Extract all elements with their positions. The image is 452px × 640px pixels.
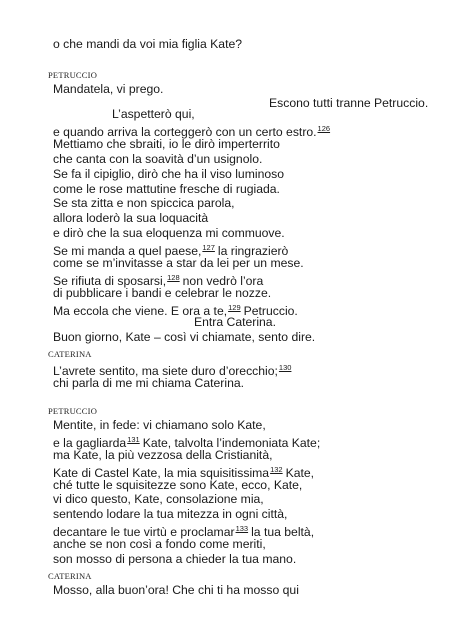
speaker-label: CATERINA xyxy=(48,571,92,581)
verse-line: e la gagliarda$^{131}$ Kate, talvolta l’indemoniata Kate; xyxy=(53,435,321,450)
verse-line: son mosso di persona a chieder la tua mano. xyxy=(53,552,297,566)
verse-line: anche se non così a fondo come meriti, xyxy=(53,537,266,551)
verse-line: L’avrete sentito, ma siete duro d’orecchio;$^{130}$ xyxy=(53,363,292,378)
verse-line: che canta con la soavità d’un usignolo. xyxy=(53,152,263,166)
footnote-ref[interactable]: 132 xyxy=(270,465,283,474)
verse-line: chi parla di me mi chiama Caterina. xyxy=(53,376,245,390)
verse-line: Se rifiuta di sposarsi,$^{128}$ non vedrò l’ora xyxy=(53,273,264,288)
verse-line: decantare le tue virtù e proclamar$^{133}$ la tua beltà, xyxy=(53,524,315,539)
verse-line: Se fa il cipiglio, dirò che ha il viso luminoso xyxy=(53,167,284,181)
footnote-ref[interactable]: 126 xyxy=(317,124,331,133)
verse-line: di pubblicare i bandi e celebrar le nozze. xyxy=(53,286,272,300)
speaker-label: PETRUCCIO xyxy=(48,70,98,80)
verse-line: ma Kate, la più vezzosa della Cristianità, xyxy=(53,448,273,462)
footnote-ref[interactable]: 127 xyxy=(202,243,215,252)
footnote-ref[interactable]: 133 xyxy=(235,524,249,533)
verse-line: come le rose mattutine fresche di rugiada. xyxy=(53,182,280,196)
speaker-label: PETRUCCIO xyxy=(48,406,98,416)
verse-line: o che mandi da voi mia figlia Kate? xyxy=(53,37,243,51)
stage-direction: Escono tutti tranne Petruccio. xyxy=(269,96,429,110)
verse-line: vi dico questo, Kate, consolazione mia, xyxy=(53,492,264,506)
verse-line: L’aspetterò qui, xyxy=(112,107,195,121)
verse-line: Mandatela, vi prego. xyxy=(53,82,164,96)
verse-line: come se m’invitasse a star da lei per un mese. xyxy=(53,256,304,270)
verse-line: allora loderò la sua loquacità xyxy=(53,211,209,225)
verse-line: Mentite, in fede: vi chiamano solo Kate, xyxy=(53,418,266,432)
verse-line: Mosso, alla buon’ora! Che chi ti ha mosso qui xyxy=(53,583,299,597)
verse-line: Se mi manda a quel paese,$^{127}$ la ringrazierò xyxy=(53,243,289,258)
verse-line: Buon giorno, Kate – così vi chiamate, sento dire. xyxy=(53,330,316,344)
speaker-label: CATERINA xyxy=(48,349,92,359)
verse-line: Mettiamo che sbraiti, io le dirò imperterrito xyxy=(53,137,280,151)
verse-line: sentendo lodare la tua mitezza in ogni città, xyxy=(53,507,288,521)
verse-line: e quando arriva la corteggerò con un certo estro.$^{126}$ xyxy=(53,124,331,139)
verse-line: e dirò che la sua eloquenza mi commuove. xyxy=(53,226,285,240)
footnote-ref[interactable]: 131 xyxy=(127,435,140,444)
verse-line: Se sta zitta e non spiccica parola, xyxy=(53,196,235,210)
verse-line: Kate di Castel Kate, la mia squisitissima$^{132}$ Kate, xyxy=(53,465,315,480)
verse-line: ché tutte le squisitezze sono Kate, ecco, Kate, xyxy=(53,478,303,492)
footnote-ref[interactable]: 130 xyxy=(278,363,292,372)
footnote-ref[interactable]: 129 xyxy=(228,303,241,312)
footnote-ref[interactable]: 128 xyxy=(167,273,180,282)
stage-direction: Entra Caterina. xyxy=(194,315,276,329)
verse-line: Ma eccola che viene. E ora a te,$^{129}$ Petruccio. xyxy=(53,303,298,318)
